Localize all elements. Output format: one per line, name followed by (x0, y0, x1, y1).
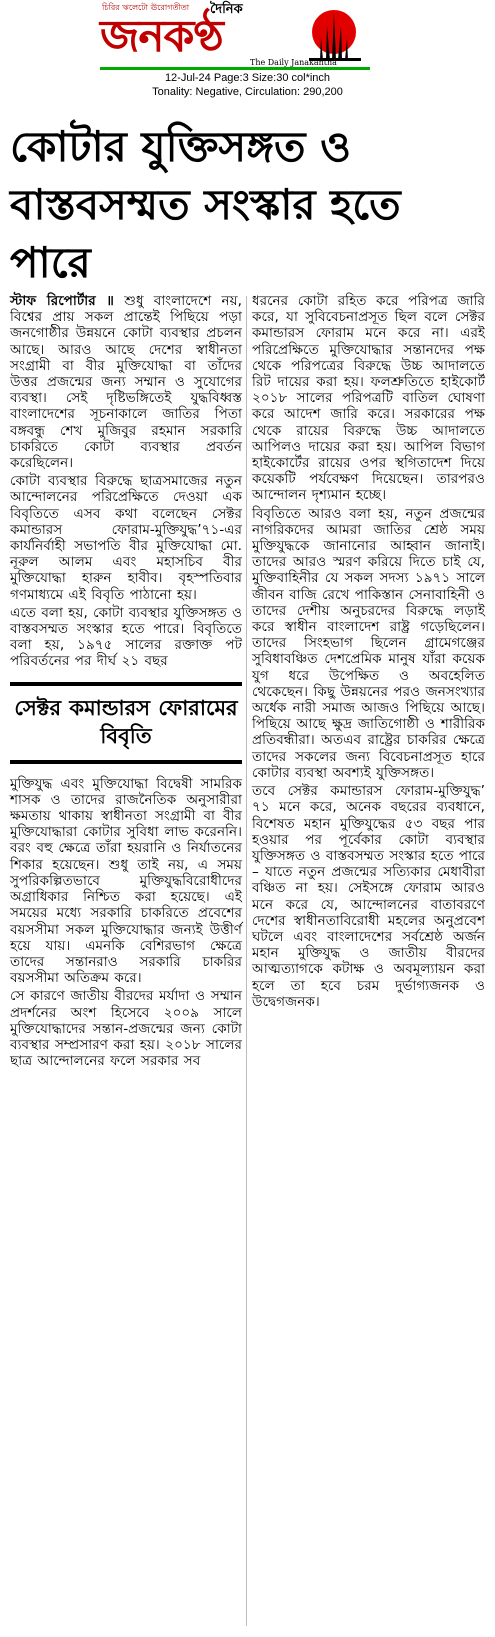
article-paragraph: সে কারণে জাতীয় বীরদের মর্যাদা ও সম্মান প্রদর্শনের অংশ হিসেবে ২০০৯ সালে মুক্তিযোদ্ধাদের সন্তান-প্রজন্মের জন্য কোটা ব্যবস্থার সম্প্রসারণ করা হয়। ২০১৮ সালের ছাত্র আন্দোলনের ফলে সরকার সব (10, 988, 242, 1070)
article-paragraph: এতে বলা হয়, কোটা ব্যবস্থার যুক্তিসঙ্গত ও বাস্তবসম্মত সংস্কার হতে পারে। বিবৃতিতে বলা হয়, ১৯৭৫ সালের রক্তাক্ত পট পরিবর্তনের পর দীর্ঘ ২১ বছর (10, 604, 242, 670)
logo-english-name: The Daily Janakantha (250, 58, 337, 67)
box-bottom-rule (10, 760, 242, 764)
logo-green-rule (100, 67, 370, 70)
article-paragraph: মুক্তিযুদ্ধ এবং মুক্তিযোদ্ধা বিদ্বেষী সামরিক শাসক ও তাদের রাজনৈতিক অনুসারীরা ক্ষমতায় থাকায় স্বাধীনতা সংগ্রামী বা বীর মুক্তিযোদ্ধারা কোটার সুবিধা লাভ করেননি। বরং বহু ক্ষেত্রে তাঁরা হয়রানি ও নির্যাতনের শিকার হয়েছেন। শুধু তাই নয়, এ সময় সুপরিকল্পিতভাবে মুক্তিযুদ্ধবিরোধীদের অগ্রাধিকার নিশ্চিত করা হয়েছে। এই সময়ের মধ্যে সরকারি চাকরিতে প্রবেশের বয়সসীমা সকল মুক্তিযোদ্ধার জন্যই উত্তীর্ণ হয়ে যায়। এমনকি বেশিরভাগ ক্ষেত্রে তাদের সন্তানরাও সরকারি চাকরির বয়সসীমা অতিক্রম করে। (10, 775, 242, 987)
article-paragraph (10, 293, 242, 471)
memorial-sun-logo-icon (305, 6, 363, 64)
column-divider (246, 296, 247, 1626)
logo-tagline: চিরির ঋলেটো ঊরোগতীতা (102, 3, 190, 12)
box-top-rule (10, 682, 242, 686)
article-column-right (252, 293, 485, 1012)
article-headline: কোটার যুক্তিসঙ্গত ও বাস্তবসম্মত সংস্কার হতে পারে (10, 122, 401, 287)
article-paragraph: বিবৃতিতে আরও বলা হয়, নতুন প্রজন্মের নাগরিকদের আমরা জাতির শ্রেষ্ঠ সময় মুক্তিযুদ্ধকে জানানোর আহ্বান জানাই। তাদের আরও স্মরণ করিয়ে দিতে চাই যে, মুক্তিবাহিনীর যে সকল সদস্য ১৯৭১ সালে জীবন বাজি রেখে পাকিস্তান সেনাবাহিনী ও তাদের দেশীয় অনুচরদের বিরুদ্ধে লড়াই করে স্বাধীন বাংলাদেশ রাষ্ট্র গড়েছিলেন। তাদের সিংহভাগ ছিলেন গ্রামেগঞ্জের সুবিধাবঞ্চিত দেশপ্রেমিক মানুষ যাঁরা কয়েক যুগ ধরে উপেক্ষিত ও অবহেলিত থেকেছেন। কিছু উন্নয়নের পরও জনসংখ্যার অর্ধেক নারী সমাজ আজও পিছিয়ে আছে। পিছিয়ে আছে ক্ষুদ্র জাতিগোষ্ঠী ও শারীরিক প্রতিবন্ধীরা। অতএব রাষ্ট্রের চাকরির ক্ষেত্রে তাদের সকলের জন্য বিবেচনাপ্রসূত হারে কোটার ব্যবস্থা অবশ্যই যুক্তিসঙ্গত। (252, 505, 485, 781)
article-paragraph: তবে সেক্টর কমান্ডারস ফোরাম-মুক্তিযুদ্ধ’ ৭১ মনে করে, অনেক বছরের ব্যবধানে, বিশেষত মহান মুক্তিযুদ্ধের ৫৩ বছর পার হওয়ার পর পূর্বেকার কোটা ব্যবস্থার যুক্তিসঙ্গত ও বাস্তবসম্মত সংস্কার হতে পারে – যাতে নতুন প্রজন্মের সত্যিকার মেধাবীরা বঞ্চিত না হয়। সেইসঙ্গে ফোরাম আরও মনে করে যে, আন্দোলনের বাতাবরণে দেশের স্বাধীনতাবিরোধী মহলের অনুপ্রবেশ ঘটলে এবং বাংলাদেশের সর্বশ্রেষ্ঠ অর্জন মহান মুক্তিযুদ্ধ ও জাতীয় বীরদের আত্মত্যাগকে কটাক্ষ ও অবমূল্যায়ন করা হলে তা হবে চরম দুর্ভাগ্যজনক ও উদ্বেগজনক। (252, 783, 485, 1010)
clipping-meta-tonality: Tonality: Negative, Circulation: 290,200 (152, 86, 343, 98)
logo-dainik: দৈনিক (210, 2, 243, 17)
article-paragraph: কোটা ব্যবস্থার বিরুদ্ধে ছাত্রসমাজের নতুন আন্দোলনের পরিপ্রেক্ষিতে দেওয়া এক বিবৃতিতে এসব কথা বলেছেন সেক্টর কমান্ডারস ফোরাম-মুক্তিযুদ্ধ’৭১-এর কার্যনির্বাহী সভাপতি বীর মুক্তিযোদ্ধা মো. নূরুল আলম এবং মহাসচিব বীর মুক্তিযোদ্ধা হারুন হাবীব। বৃহস্পতিবার গণমাধ্যমে এই বিবৃতি পাঠানো হয়। (10, 473, 242, 603)
article-column-left (10, 293, 242, 1071)
masthead (0, 0, 495, 118)
newspaper-logo: জনকণ্ঠ (100, 11, 223, 62)
article-paragraph: ধরনের কোটা রহিত করে পরিপত্র জারি করে, যা সুবিবেচনাপ্রসূত ছিল বলে সেক্টর কমান্ডারস ফোরাম মনে করে না। এরই পরিপ্রেক্ষিতে মুক্তিযোদ্ধার সন্তানদের পক্ষ থেকে পরিপত্রের বিরুদ্ধে উচ্চ আদালতে রিট দায়ের করা হয়। ফলশ্রুতিতে হাইকোর্ট ২০১৮ সালের পরিপত্রটি বাতিল ঘোষণা করে আদেশ জারি করে। সরকারের পক্ষ থেকে রায়ের বিরুদ্ধে উচ্চ আদালতে আপিলও দায়ের করা হয়। আপিল বিভাগ হাইকোর্টের রায়ের ওপর স্থগিতাদেশ দিয়ে কয়েকটি পর্যবেক্ষণ দিয়েছেন। তারপরও আন্দোলন দৃশ্যমান হচ্ছে। (252, 293, 485, 504)
paragraph-text: শুধু বাংলাদেশে নয়, বিশ্বের প্রায় সকল প্রান্তেই পিছিয়ে পড়া জনগোষ্ঠীর উন্নয়নে কোটা ব্যবস্থার প্রচলন আছে। আরও আছে দেশের স্বাধীনতা সংগ্রামী বা বীর মুক্তিযোদ্ধা বা তাঁদের উত্তর প্রজন্মের জন্য সম্মান ও সুযোগের ব্যবস্থা। সেই দৃষ্টিভঙ্গিতেই যুদ্ধবিধ্বস্ত বাংলাদেশের সূচনাকালে জাতির পিতা বঙ্গবন্ধু শেখ মুজিবুর রহমান সরকারি চাকরিতে কোটা ব্যবস্থার প্রবর্তন করেছিলেন। (10, 293, 243, 472)
byline: স্টাফ রিপোর্টার ॥ (10, 293, 115, 309)
clipping-meta-date-page: 12-Jul-24 Page:3 Size:30 col*inch (164, 72, 331, 84)
subheading-box-title: সেক্টর কমান্ডারস ফোরামের বিবৃতি (14, 695, 238, 748)
